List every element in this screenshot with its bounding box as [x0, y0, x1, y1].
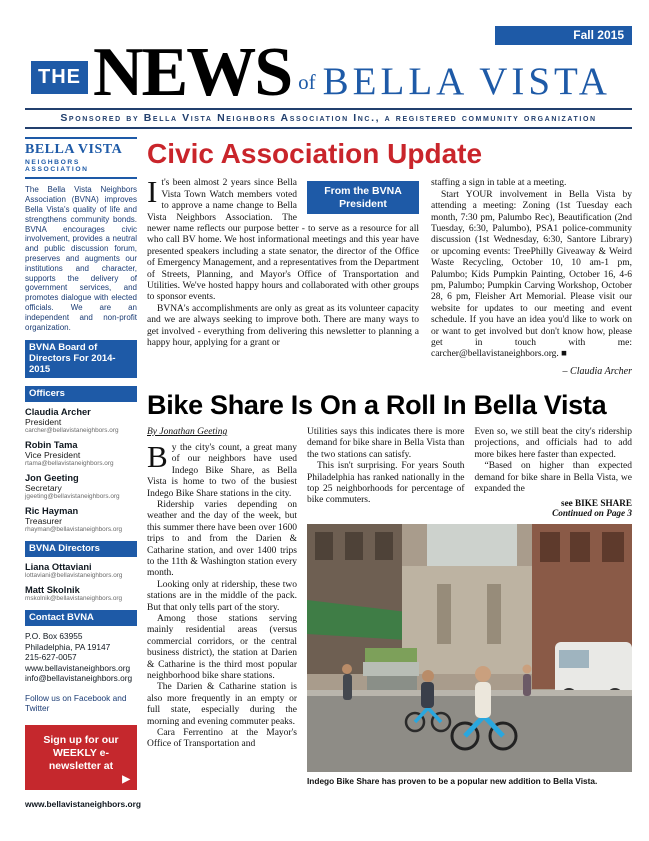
bike-paragraph-7: Utilities says this indicates there is more demand for bike share in Bella Vista than the two stations can satisfy. — [307, 426, 465, 460]
photo-caption: Indego Bike Share has proven to be a popular new addition to Bella Vista. — [307, 776, 598, 787]
directors-heading: BVNA Directors — [25, 541, 137, 557]
officer-entry — [25, 440, 137, 467]
board-heading: BVNA Board of Directors For 2014-2015 — [25, 340, 137, 378]
officer-email[interactable]: jgeeting@bellavistaneighbors.org — [25, 493, 120, 501]
arrow-right-icon: ▶ — [122, 773, 130, 785]
bvna-logo — [25, 137, 137, 179]
masthead-news: NEWS — [93, 34, 292, 111]
officer-email[interactable]: rtama@bellavistaneighbors.org — [25, 460, 114, 468]
director-entry — [25, 585, 137, 602]
officer-title: President — [25, 417, 62, 428]
officer-name: Robin Tama — [25, 440, 78, 451]
officers-heading: Officers — [25, 386, 137, 402]
dropcap-letter: I — [147, 174, 158, 210]
continued-notice: see BIKE SHARE Continued on Page 3 — [552, 498, 632, 519]
contact-city: Philadelphia, PA 19147 — [25, 641, 111, 652]
bike-paragraph-10: “Based on higher than expected demand for bike share in Bella Vista, we expanded the — [474, 461, 632, 494]
issue-badge: Fall 2015 — [495, 26, 632, 45]
bike-paragraph-3: Looking only at ridership, these two stations are in the middle of the pack. But that only tells part of the story. — [147, 579, 297, 613]
masthead-bella-vista: BELLA VISTA — [322, 60, 611, 104]
civic-headline: Civic Association Update — [147, 138, 483, 170]
director-email[interactable]: lottaviani@bellavistaneighbors.org — [25, 572, 123, 580]
civic-paragraph-2: BVNA's accomplishments are only as great as its volunteer capacity and we are always seeking to improve both. There are many ways to get involved - everything from delivering this newsletter to planning a happy hour, applying for a grant or — [147, 303, 419, 349]
contact-pobox: P.O. Box 63955 — [25, 631, 83, 642]
logo-title: BELLA VISTA — [25, 142, 123, 158]
contact-heading: Contact BVNA — [25, 610, 137, 626]
civic-column-left — [147, 174, 419, 377]
officer-email[interactable]: carcher@bellavistaneighbors.org — [25, 427, 119, 435]
bike-share-article — [147, 391, 632, 786]
social-note: Follow us on Facebook and Twitter — [25, 692, 127, 713]
bike-column-2 — [307, 427, 465, 518]
bike-share-photo — [307, 524, 632, 772]
bike-headline: Bike Share Is On a Roll In Bella Vista — [147, 389, 607, 420]
mission-statement: The Bella Vista Neighbors Association (BVNA) improves Bella Vista's quality of life and strengthens community bonds. BVNA encourages civic involvement, provides a neutral and public discussion forum, preserves and augments our institutions and character, supports the delivery of government services, and promotes dialogue with elected officials. We are an independent and non-profit organization. — [25, 185, 137, 332]
civic-article — [147, 139, 632, 377]
logo-subtitle: NEIGHBORS ASSOCIATION — [25, 159, 89, 174]
director-email[interactable]: mskolnik@bellavistaneighbors.org — [25, 595, 123, 603]
director-name: Matt Skolnik — [25, 585, 80, 596]
dropcap-letter: B — [147, 438, 168, 474]
officer-title: Vice President — [25, 450, 81, 461]
bike-paragraph-5: The Darien & Catharine station is also more frequently in an empty or full state, especially during the morning and evening commuter peaks. — [147, 682, 297, 727]
masthead-of: of — [298, 70, 316, 95]
bike-paragraph-6: Cara Ferrentino at the Mayor's Office of Transportation and — [147, 728, 297, 750]
civic-paragraph-4: Start YOUR involvement in Bella Vista by attending a meeting: Zoning (1st Tuesday each month, 7:30 pm, Palumbo Rec), Beautification (2nd Tuesday, 6:30, Palumbo), PSA1 police-community discussion (1st Wednesday, 6:30, Santore Library) or upcoming events: TreePhilly Giveaway & Weird Waste Recycling, October 10, 10 am-1 pm, Palumbo; Kids Pumpkin Painting, October 16, 4-6 pm, Palumbo; Pumpkin Carving Workshop, October 28, 6 pm, Fleisher Art Memorial. Please visit our website for updates to our meeting and event schedule. If you have an idea you'd like to work on or want to get involved but don't know how, please get in touch with me: carcher@bellavistaneighbors.org. ■ — [431, 189, 632, 360]
sidebar — [25, 137, 142, 809]
bike-paragraph-8: This isn't surprising. For years South Philadelphia has ranked nationally in the top 25 neighborhoods for percentage of bike commuters. — [307, 461, 465, 506]
bike-column-1 — [147, 427, 297, 786]
masthead — [25, 28, 632, 129]
bike-paragraph-1: By the city's count, a great many of our neighbors have used Indego Bike Share, as Bella Vista is home to two of the busiest Indego Bike Share stations in the city. — [147, 438, 297, 499]
officer-email[interactable]: rhayman@bellavistaneighbors.org — [25, 526, 123, 534]
contact-phone: 215-627-0057 — [25, 652, 77, 663]
officer-name: Claudia Archer — [25, 407, 91, 418]
officer-title: Treasurer — [25, 516, 62, 527]
byline: By Jonathan Geeting — [147, 426, 228, 437]
bike-paragraph-4: Among those stations serving mainly residential areas (versus commercial corridors, or the central business district), the station at Darien & Catharine is the third most popular neighborhood bike share stations. — [147, 613, 297, 682]
officer-entry — [25, 506, 137, 533]
photo-illustration — [307, 524, 632, 772]
director-name: Liana Ottaviani — [25, 562, 92, 573]
signup-text: Sign up for our WEEKLY e-newsletter at — [43, 733, 119, 772]
bike-right-area — [307, 427, 632, 786]
contact-website[interactable]: www.bellavistaneighbors.org — [25, 662, 131, 673]
officer-entry — [25, 473, 137, 500]
officer-title: Secretary — [25, 483, 62, 494]
officer-name: Jon Geeting — [25, 473, 79, 484]
sponsor-line: Sponsored by Bella Vista Neighbors Association Inc., a registered community organization — [25, 108, 632, 129]
officer-entry — [25, 407, 137, 434]
civic-paragraph-1: It's been almost 2 years since Bella Vista Town Watch members voted to approve a name change to Bella Vista Neighbors Association. The newer name reflects our purpose better - to serve as a resource for all who call BV home. We host informational meetings and this year have presented speakers including a state senator, the director of the Office of Emergency Management, and a representatives from the Department of Streets, Planning, and Mayor's Office of Transportation and Utilities. We've hosted happy hours and collaborated with other groups to sponsor events. — [147, 174, 419, 303]
main-content — [147, 137, 632, 808]
president-badge: From the BVNA President — [307, 181, 419, 214]
signup-url[interactable]: www.bellavistaneighbors.org — [25, 798, 142, 809]
contact-email[interactable]: info@bellavistaneighbors.org — [25, 673, 133, 684]
civic-paragraph-3: staffing a sign in table at a meeting. — [431, 178, 567, 189]
bike-paragraph-9: Even so, we still beat the city's ridership projections, and officials had to add more bikes here faster than expected. — [474, 426, 632, 460]
officer-name: Ric Hayman — [25, 506, 79, 517]
civic-column-right — [431, 178, 632, 377]
page-content — [25, 137, 632, 808]
bike-paragraph-2: Ridership varies depending on weather and the day of the week, but this summer there have been over 1600 trips to and from the Darien & Catharine station, and over 1400 trips to the 11th & Washington station every month. — [147, 499, 297, 579]
director-entry — [25, 562, 137, 579]
masthead-the: THE — [31, 61, 88, 94]
newsletter-signup-box[interactable] — [25, 725, 137, 790]
bike-column-3 — [475, 427, 633, 518]
civic-signature: – Claudia Archer — [562, 365, 632, 377]
